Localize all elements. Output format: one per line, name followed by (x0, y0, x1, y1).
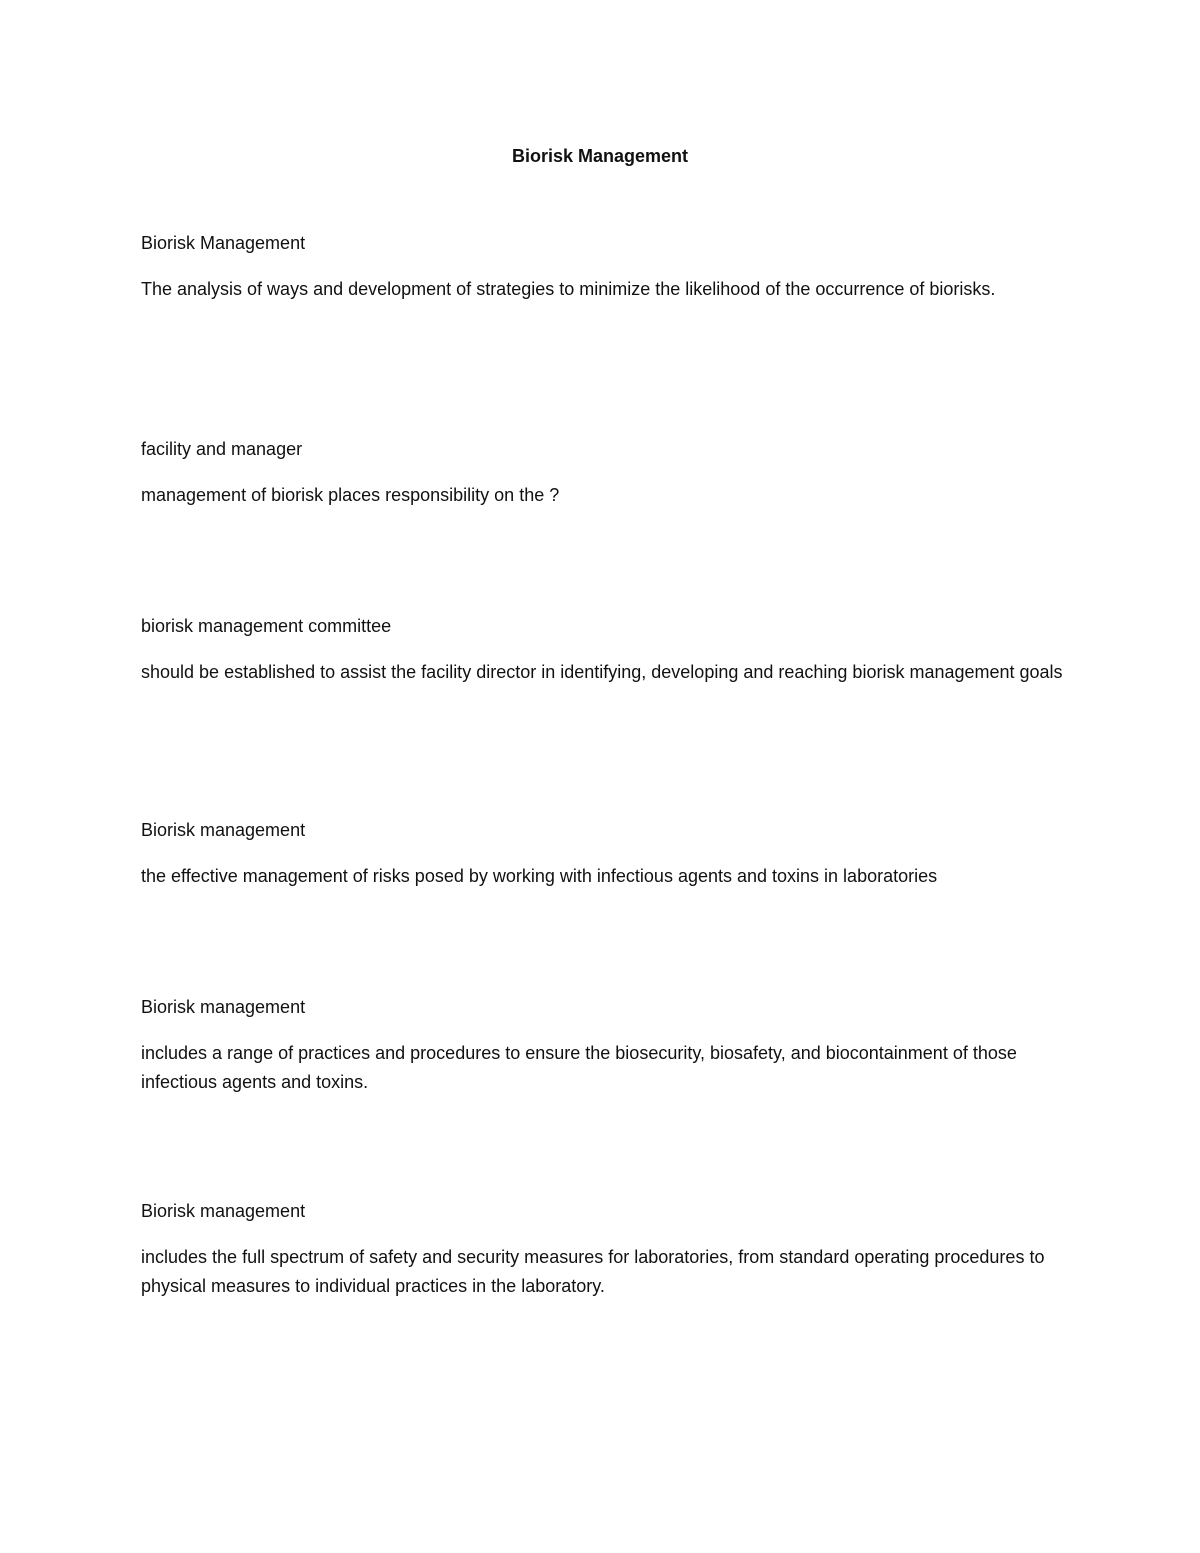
flashcard-entry (141, 614, 1071, 687)
entry-term: biorisk management committee (141, 616, 392, 636)
entry-definition: management of biorisk places responsibility on the ? (141, 485, 560, 505)
entry-definition: The analysis of ways and development of strategies to minimize the likelihood of the occurrence of biorisks. (141, 279, 996, 299)
flashcard-entry (141, 437, 1071, 510)
flashcard-entry (141, 231, 1071, 304)
document-title: Biorisk Management (511, 146, 689, 166)
entry-definition: should be established to assist the facility director in identifying, developing and reaching biorisk management goals (141, 662, 1063, 682)
flashcard-entry (141, 818, 1071, 891)
flashcard-entry (141, 1199, 1071, 1301)
entry-term: Biorisk management (141, 820, 306, 840)
entry-definition: includes the full spectrum of safety and security measures for laboratories, from standard operating procedures to physical measures to individual practices in the laboratory. (141, 1247, 1045, 1296)
entry-term: Biorisk Management (141, 233, 306, 253)
flashcard-entry (141, 995, 1071, 1097)
entry-definition: includes a range of practices and procedures to ensure the biosecurity, biosafety, and biocontainment of those infectious agents and toxins. (141, 1043, 1017, 1092)
entry-term: facility and manager (141, 439, 303, 459)
entry-definition: the effective management of risks posed by working with infectious agents and toxins in laboratories (141, 866, 938, 886)
entry-term: Biorisk management (141, 997, 306, 1017)
entry-term: Biorisk management (141, 1201, 306, 1221)
